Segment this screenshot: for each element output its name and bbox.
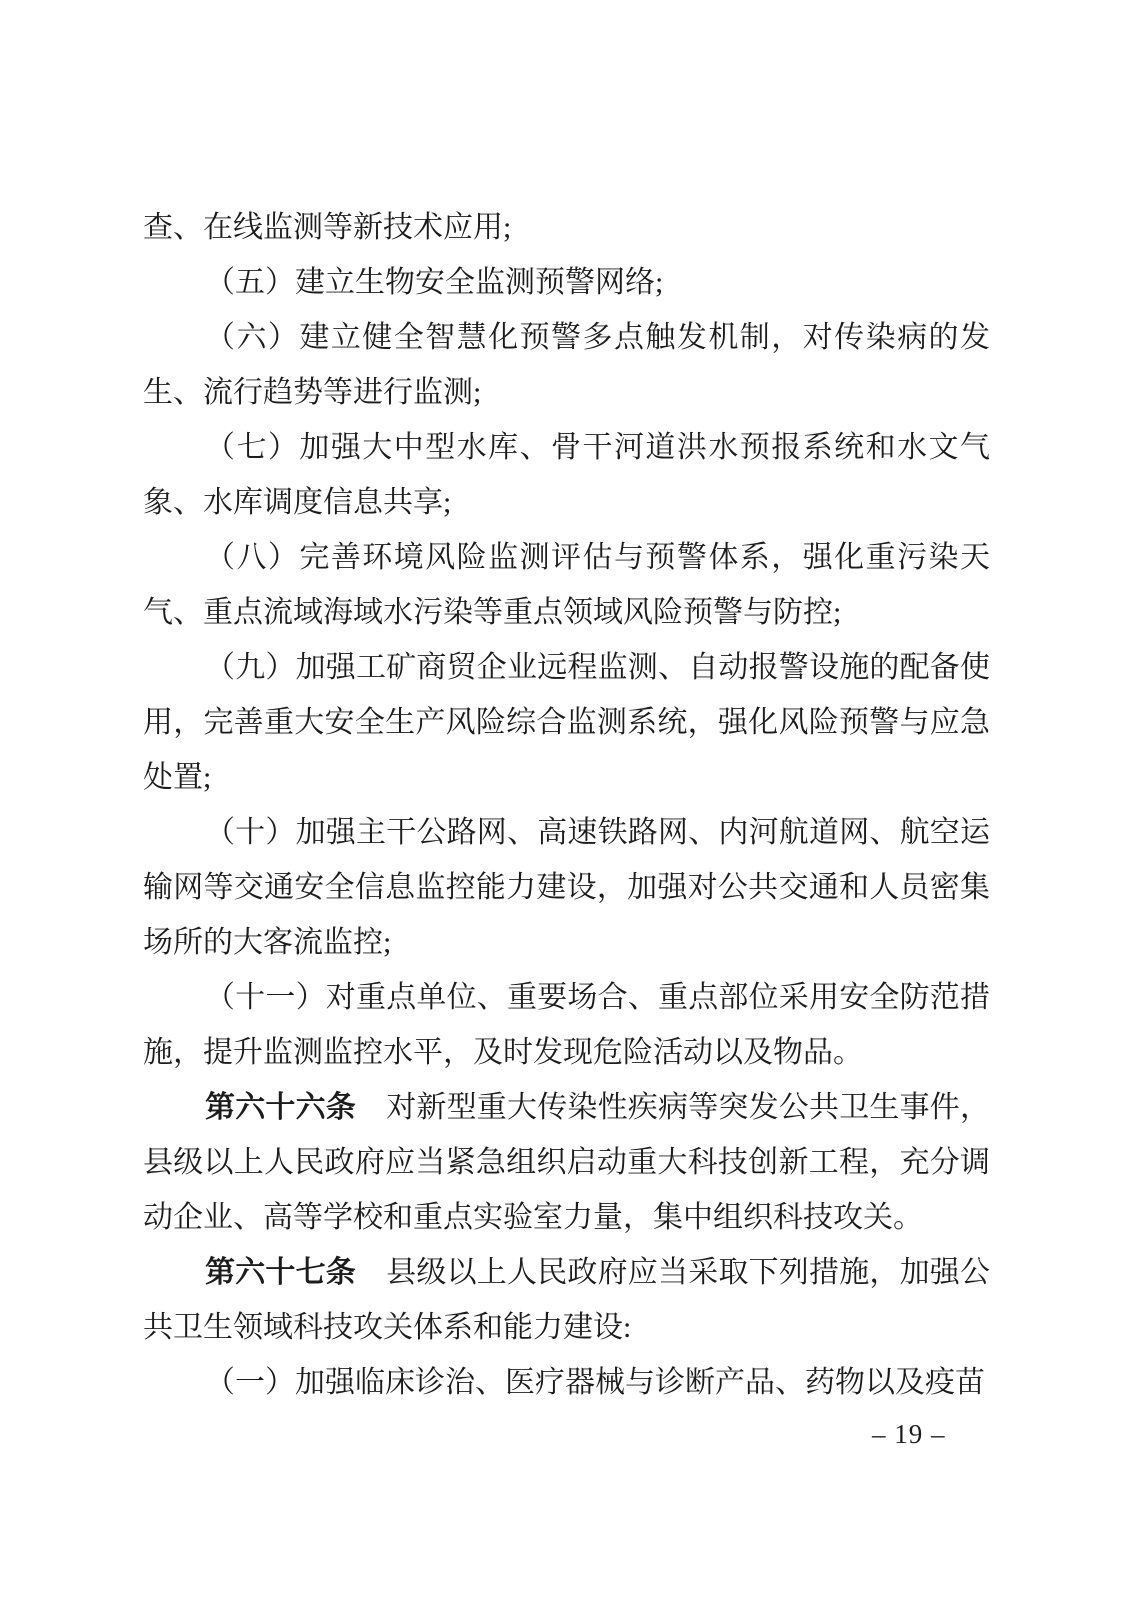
paragraph-11: [143, 1355, 990, 1410]
paragraph-7: [143, 805, 990, 970]
document-body: [143, 200, 990, 1410]
paragraph-8: [143, 970, 990, 1080]
text-run: （九）加强工矿商贸企业远程监测、自动报警设施的配备使用，完善重大安全生产风险综合监测系统，强化风险预警与应急处置;: [143, 651, 990, 794]
text-run: 对新型重大传染性疾病等突发公共卫生事件，县级以上人民政府应当紧急组织启动重大科技创新工程，充分调动企业、高等学校和重点实验室力量，集中组织科技攻关。: [143, 1091, 990, 1234]
text-run: （八）完善环境风险监测评估与预警体系，强化重污染天气、重点流域海域水污染等重点领域风险预警与防控;: [143, 541, 990, 629]
text-run: （七）加强大中型水库、骨干河道洪水预报系统和水文气象、水库调度信息共享;: [143, 431, 990, 519]
paragraph-2: [143, 255, 990, 310]
text-run: 查、在线监测等新技术应用;: [143, 211, 512, 244]
text-run: 县级以上人民政府应当采取下列措施，加强公共卫生领域科技攻关体系和能力建设:: [143, 1256, 990, 1344]
paragraph-9: [143, 1080, 990, 1245]
paragraph-4: [143, 420, 990, 530]
paragraph-6: [143, 640, 990, 805]
text-run: （十一）对重点单位、重要场合、重点部位采用安全防范措施，提升监测监控水平，及时发现危险活动以及物品。: [143, 981, 990, 1069]
paragraph-5: [143, 530, 990, 640]
page-number: – 19 –: [872, 1419, 946, 1449]
article-number: 第六十六条: [205, 1091, 356, 1124]
text-run: （十）加强主干公路网、高速铁路网、内河航道网、航空运输网等交通安全信息监控能力建设，加强对公共交通和人员密集场所的大客流监控;: [143, 816, 990, 959]
paragraph-3: [143, 310, 990, 420]
text-run: （六）建立健全智慧化预警多点触发机制，对传染病的发生、流行趋势等进行监测;: [143, 321, 990, 409]
paragraph-1: [143, 200, 990, 255]
text-run: （五）建立生物安全监测预警网络;: [205, 266, 664, 299]
paragraph-10: [143, 1245, 990, 1355]
text-run: （一）加强临床诊治、医疗器械与诊断产品、药物以及疫苗: [205, 1366, 985, 1399]
article-number: 第六十七条: [205, 1256, 356, 1289]
